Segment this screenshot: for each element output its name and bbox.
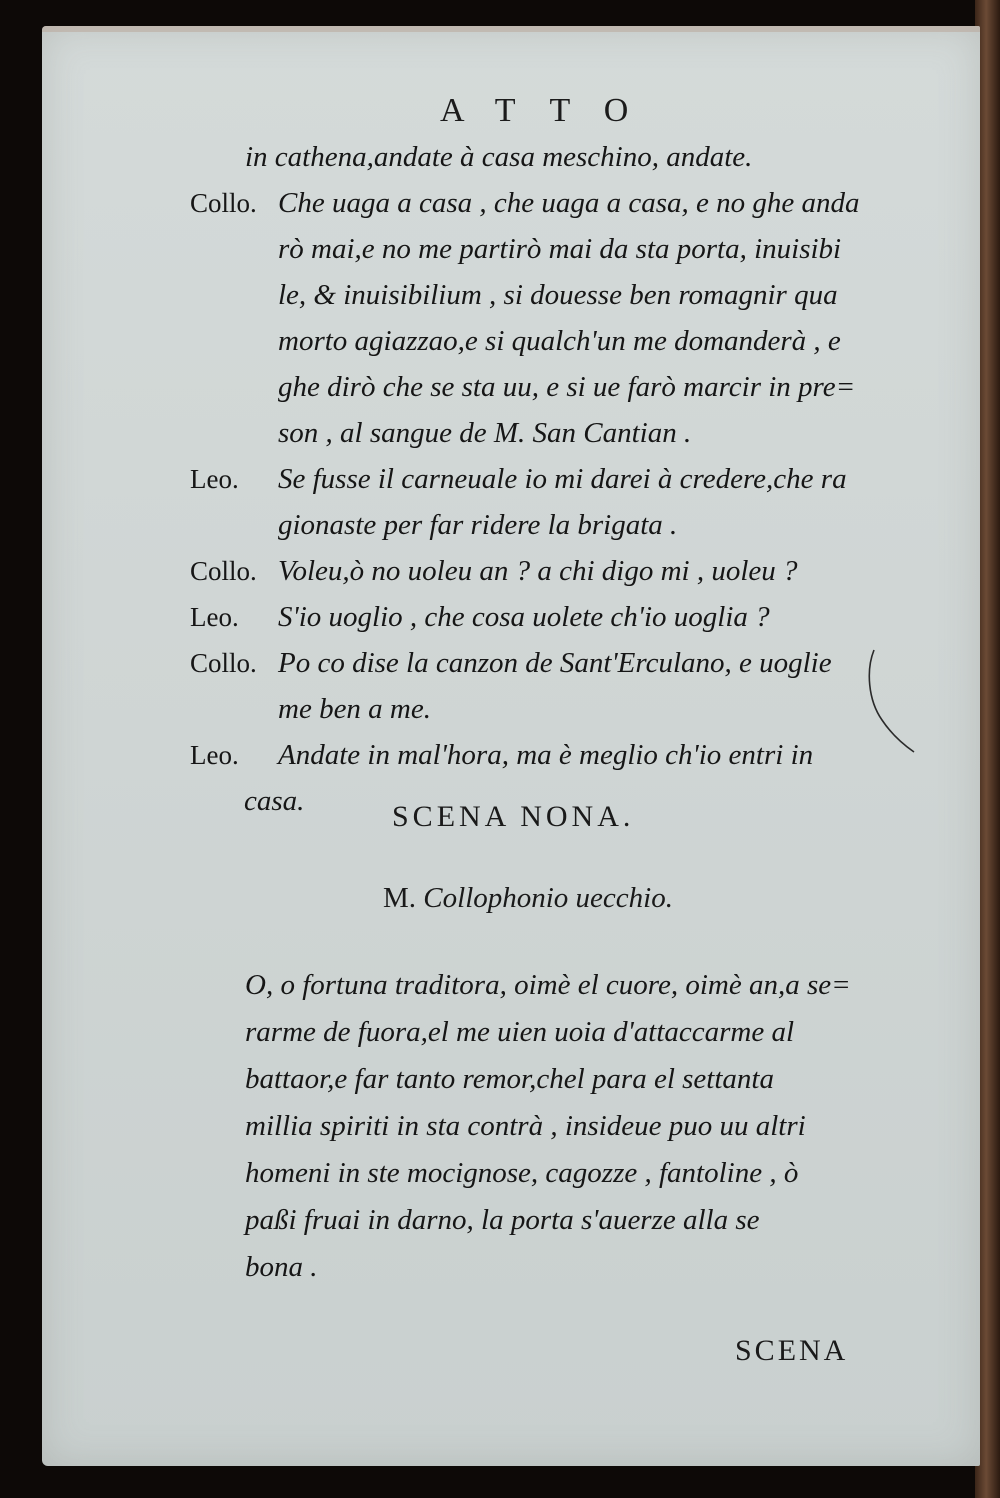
dialogue-text: Po co dise la canzon de Sant'Erculano, e uoglie	[278, 647, 832, 679]
dialogue-line	[190, 686, 900, 732]
monologue-line: rarme de fuora,el me uien uoia d'attaccarme al	[245, 1016, 795, 1048]
dialogue-text: gionaste per far ridere la brigata .	[278, 509, 678, 541]
speaker-label: Collo.	[190, 648, 257, 678]
speaker-label: Collo.	[190, 556, 257, 586]
dialogue-line	[190, 364, 900, 410]
dialogue-line	[190, 548, 900, 594]
scene-character-heading	[383, 882, 673, 915]
character-prefix: M.	[383, 882, 417, 914]
dialogue-line	[190, 318, 900, 364]
monologue-line: bona .	[245, 1251, 318, 1283]
dialogue-line	[190, 410, 900, 456]
dialogue-text: ghe dirò che se sta uu, e si ue farò marcir in pre=	[278, 371, 856, 403]
dialogue-text: Andate in mal'hora, ma è meglio ch'io entri in	[278, 739, 814, 771]
dialogue-line	[190, 226, 900, 272]
dialogue-text: me ben a me.	[278, 693, 432, 725]
dialogue-line	[190, 456, 900, 502]
dialogue-line	[190, 732, 900, 778]
speaker-label: Leo.	[190, 464, 239, 494]
speaker-label: Collo.	[190, 188, 257, 218]
dialogue-text: in cathena,andate à casa meschino, andate.	[245, 141, 753, 173]
running-header: ATTO	[440, 92, 663, 129]
speaker-label: Leo.	[190, 602, 239, 632]
dialogue-text: Che uaga a casa , che uaga a casa, e no ghe anda	[278, 187, 860, 219]
ink-annotation-mark	[862, 640, 922, 760]
monologue-line: battaor,e far tanto remor,chel para el settanta	[245, 1063, 774, 1095]
monologue-line: millia spiriti in sta contrà , insideue puo uu altri	[245, 1110, 806, 1142]
dialogue-text: le, & inuisibilium , si douesse ben romagnir qua	[278, 279, 838, 311]
monologue-line: homeni in ste mocignose, cagozze , fantoline , ò	[245, 1157, 799, 1189]
dialogue-text: Se fusse il carneuale io mi darei à credere,che ra	[278, 463, 847, 495]
dialogue-line	[190, 640, 900, 686]
dialogue-text: morto agiazzao,e si qualch'un me domanderà , e	[278, 325, 841, 357]
monologue-line: paßi fruai in darno, la porta s'auerze alla se	[245, 1204, 760, 1236]
dialogue-text: casa.	[244, 785, 305, 817]
dialogue-line	[190, 594, 900, 640]
dialogue-text: Voleu,ò no uoleu an ? a chi digo mi , uoleu ?	[278, 555, 798, 587]
monologue-line: O, o fortuna traditora, oimè el cuore, oimè an,a se=	[245, 969, 851, 1001]
dialogue-line	[190, 272, 900, 318]
dialogue-text: rò mai,e no me partirò mai da sta porta, inuisibi	[278, 233, 842, 265]
catchword: SCENA	[735, 1334, 849, 1367]
dialogue-line	[190, 180, 900, 226]
dialogue-text: son , al sangue de M. San Cantian .	[278, 417, 692, 449]
dialogue-line	[190, 134, 900, 180]
scene-title: SCENA NONA.	[392, 800, 635, 833]
dialogue-line	[190, 502, 900, 548]
page-top-edge	[42, 26, 980, 32]
speaker-label: Leo.	[190, 740, 239, 770]
character-name: Collophonio uecchio.	[423, 882, 673, 914]
monologue-block	[245, 962, 905, 1291]
dialogue-text: S'io uoglio , che cosa uolete ch'io uoglia ?	[278, 601, 770, 633]
dialogue-block	[190, 134, 900, 824]
